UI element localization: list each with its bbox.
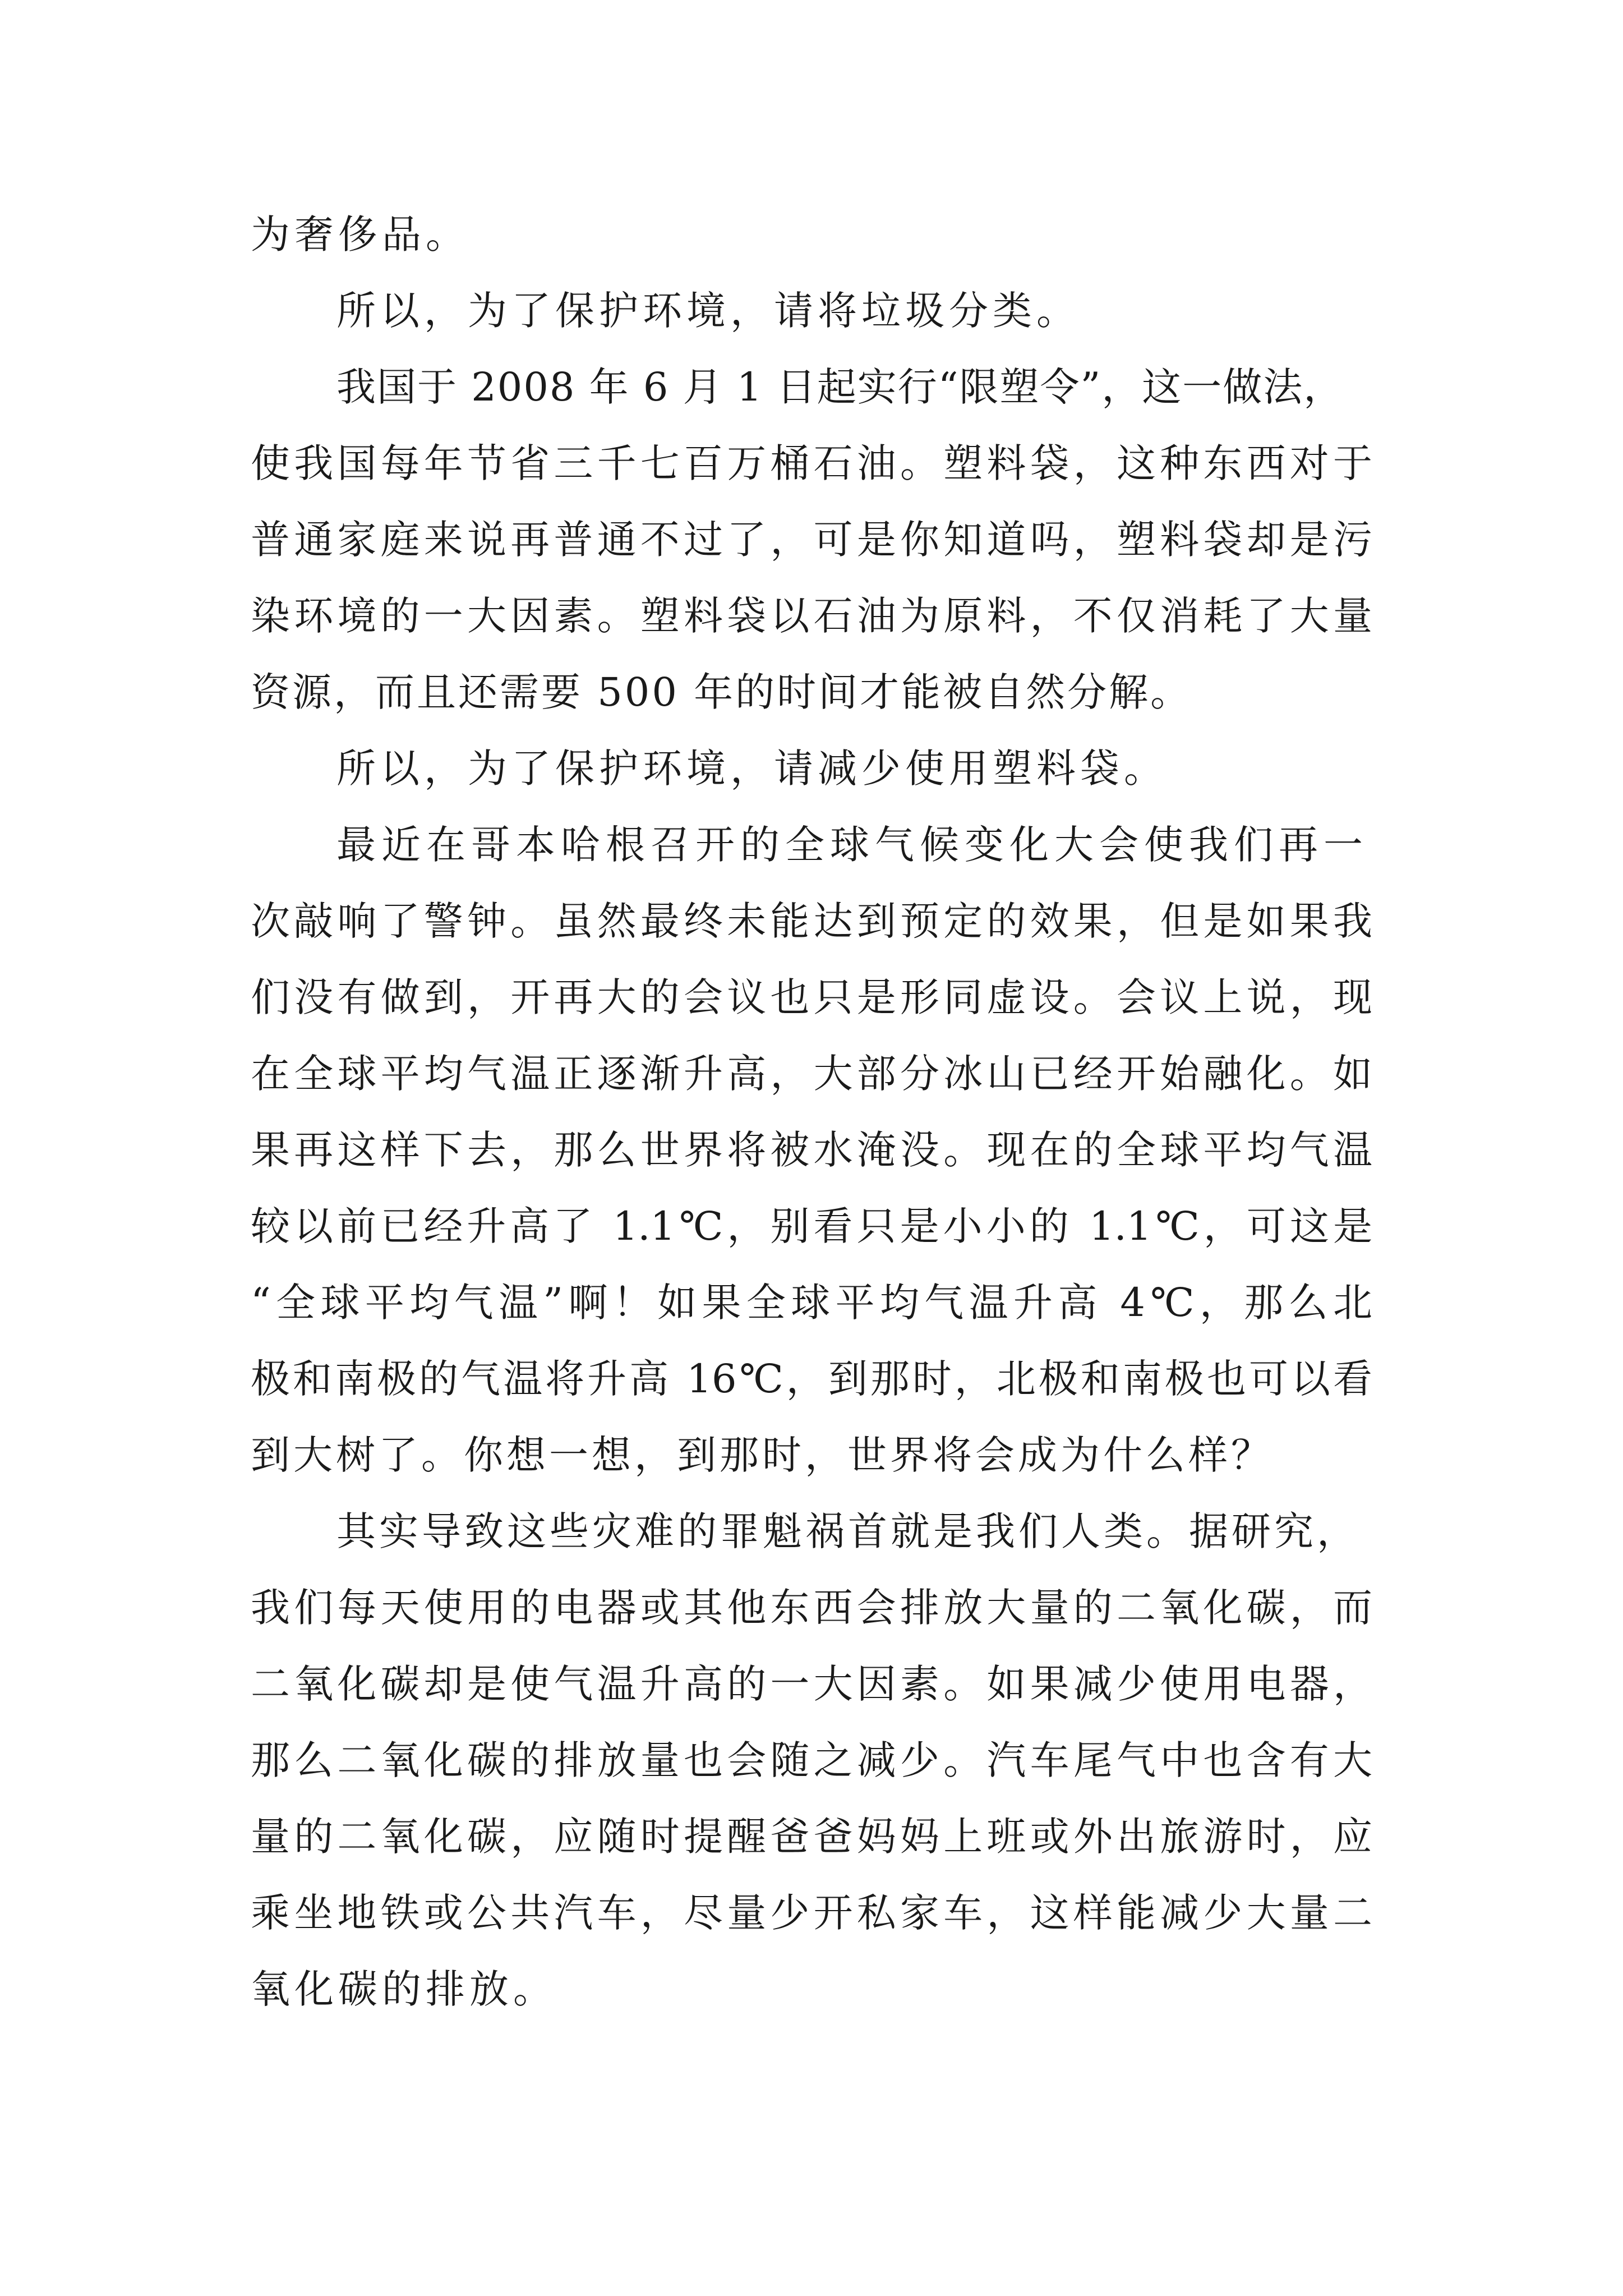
text-line: 我们每天使用的电器或其他东西会排放大量的二氧化碳，而 xyxy=(251,1585,1372,1631)
text-line: 那么二氧化碳的排放量也会随之减少。汽车尾气中也含有大 xyxy=(251,1737,1372,1783)
text-line: 极和南极的气温将升高 16℃，到那时，北极和南极也可以看 xyxy=(251,1356,1372,1402)
text-line: 资源，而且还需要 500 年的时间才能被自然分解。 xyxy=(251,669,1192,715)
paragraph-first-line: 所以，为了保护环境，请减少使用塑料袋。 xyxy=(336,746,1168,792)
text-line: 二氧化碳却是使气温升高的一大因素。如果减少使用电器， xyxy=(251,1661,1372,1707)
text-line: 果再这样下去，那么世界将被水淹没。现在的全球平均气温 xyxy=(251,1127,1372,1173)
text-line: 在全球平均气温正逐渐升高，大部分冰山已经开始融化。如 xyxy=(251,1051,1372,1097)
paragraph-first-line: 其实导致这些灾难的罪魁祸首就是我们人类。据研究， xyxy=(336,1508,1359,1554)
paragraph-first-line: 最近在哥本哈根召开的全球气候变化大会使我们再一 xyxy=(336,822,1368,868)
text-line: 为奢侈品。 xyxy=(251,211,469,257)
text-line: 次敲响了警钟。虽然最终未能达到预定的效果，但是如果我 xyxy=(251,898,1372,944)
text-line: “全球平均气温”啊！如果全球平均气温升高 4℃，那么北 xyxy=(251,1280,1372,1326)
text-line: 量的二氧化碳，应随时提醒爸爸妈妈上班或外出旅游时，应 xyxy=(251,1814,1372,1860)
paragraph-first-line: 我国于 2008 年 6 月 1 日起实行“限塑令”，这一做法， xyxy=(336,364,1344,410)
text-line: 染环境的一大因素。塑料袋以石油为原料，不仅消耗了大量 xyxy=(251,593,1372,639)
text-line: 普通家庭来说再普通不过了，可是你知道吗，塑料袋却是污 xyxy=(251,517,1372,563)
text-line: 乘坐地铁或公共汽车，尽量少开私家车，这样能减少大量二 xyxy=(251,1890,1372,1936)
text-line: 较以前已经升高了 1.1℃，别看只是小小的 1.1℃，可这是 xyxy=(251,1203,1372,1249)
text-line: 们没有做到，开再大的会议也只是形同虚设。会议上说，现 xyxy=(251,974,1372,1020)
text-line: 到大树了。你想一想，到那时，世界将会成为什么样？ xyxy=(251,1432,1274,1478)
paragraph-first-line: 所以，为了保护环境，请将垃圾分类。 xyxy=(336,288,1080,334)
text-line: 使我国每年节省三千七百万桶石油。塑料袋，这种东西对于 xyxy=(251,440,1372,486)
text-line: 氧化碳的排放。 xyxy=(251,1966,557,2012)
